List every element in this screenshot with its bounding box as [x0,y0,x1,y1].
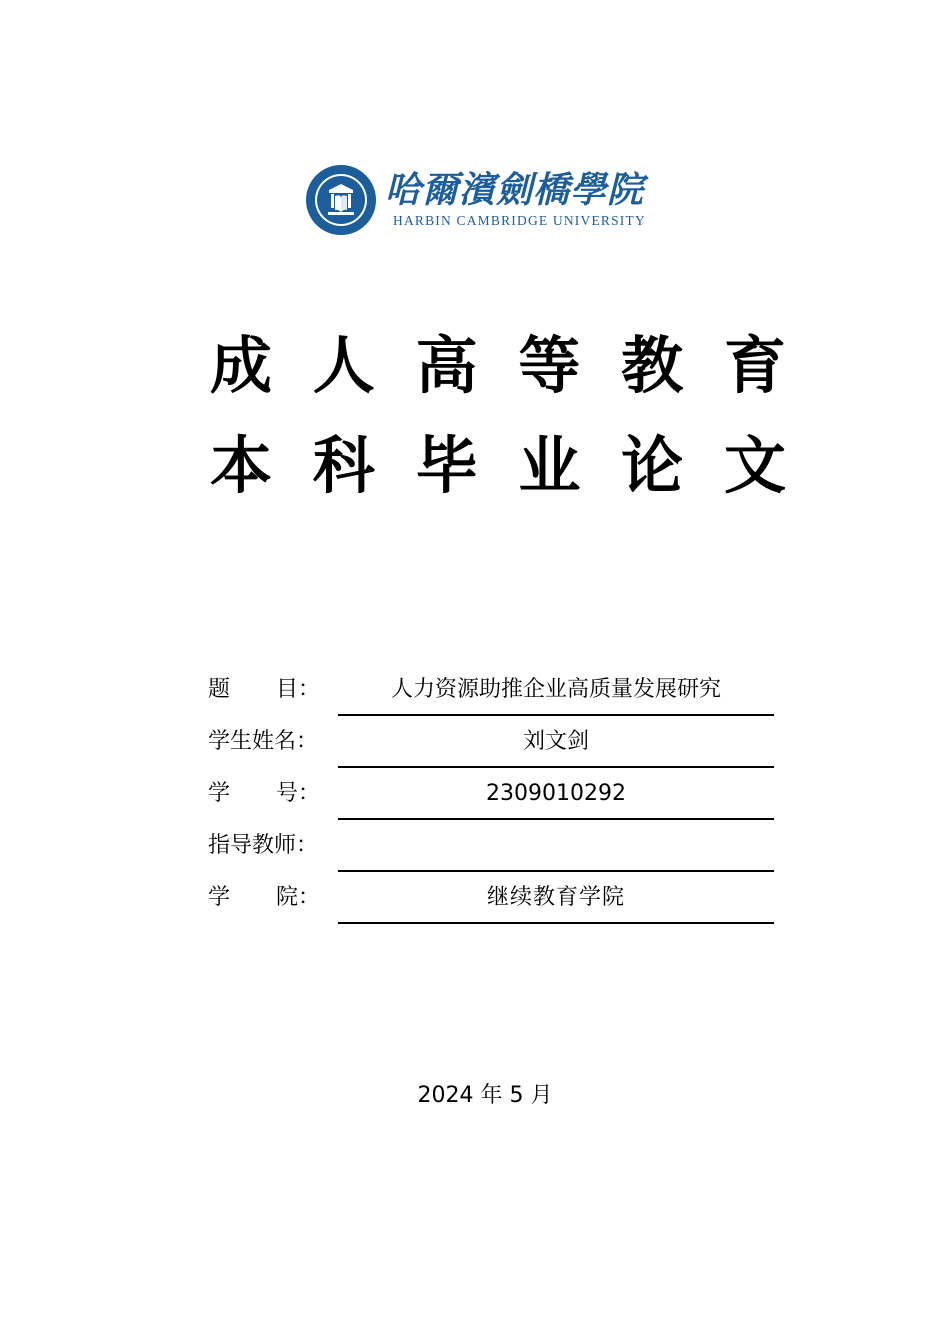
field-label-topic: 题 目： [208,677,320,702]
field-topic [208,664,774,716]
field-value-student-id: 2309010292 [486,781,626,806]
title-char: 毕 [415,429,478,502]
field-label-student-id: 学 号： [208,781,320,806]
university-name-cn: 哈爾濱劍橋學院 [385,169,645,211]
title-char: 等 [518,329,581,402]
university-name-en: HARBIN CAMBRIDGE UNIVERSITY [393,213,646,228]
field-student-name [208,716,774,768]
field-value-student-name: 刘文剑 [522,729,589,754]
field-label-advisor: 指导教师： [208,833,319,858]
underline [338,922,774,924]
thesis-title-line-1 [208,326,788,406]
title-char: 文 [723,429,786,502]
title-char: 人 [312,329,375,402]
title-char: 科 [312,429,375,502]
submission-date: 2024 年 5 月 [417,1083,553,1108]
field-value-advisor [338,832,774,860]
university-seal-icon [305,164,377,236]
field-label-student-name: 学生姓名： [208,729,319,754]
title-char: 论 [621,429,684,502]
title-char: 高 [415,329,478,402]
field-value-college: 继续教育学院 [486,885,625,910]
title-char: 育 [723,329,786,402]
title-char: 业 [518,429,581,502]
field-student-id [208,768,774,820]
title-char: 成 [209,329,272,402]
field-value-topic: 人力资源助推企业高质量发展研究 [390,677,721,702]
title-char: 教 [621,329,684,402]
title-char: 本 [209,429,272,502]
university-logo [305,164,675,236]
field-label-college: 学 院： [208,885,320,910]
field-college [208,872,774,924]
thesis-title-line-2 [208,426,788,506]
field-advisor [208,820,774,872]
